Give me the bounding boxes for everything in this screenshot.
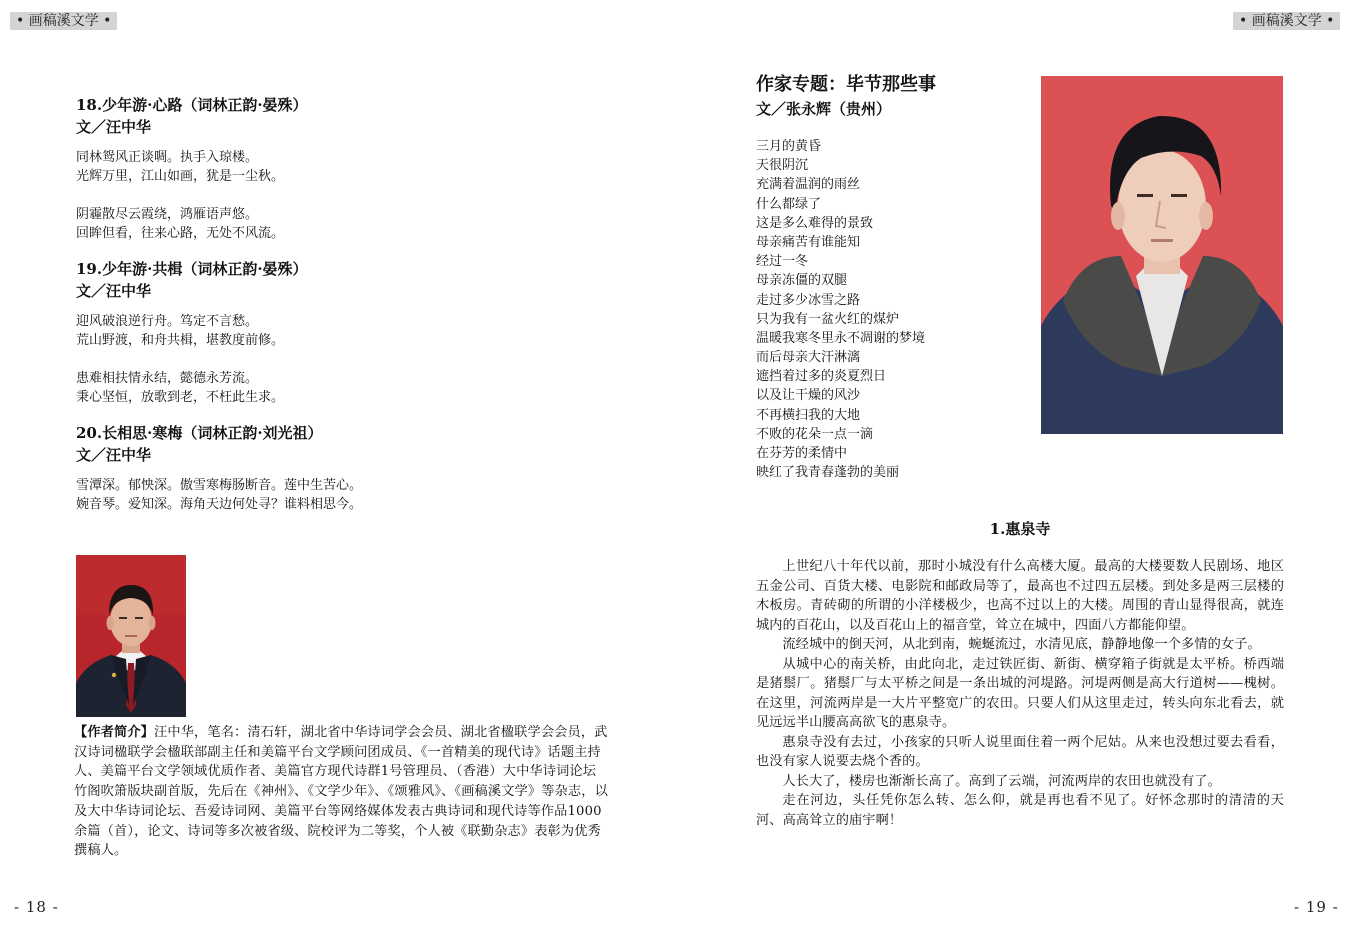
poem-line: 光辉万里，江山如画，犹是一尘秋。 <box>76 169 285 184</box>
poem-line: 充满着温润的雨丝 <box>756 177 861 193</box>
paragraph: 流经城中的倒天河，从北到南，蜿蜒流过，水清见底，静静地像一个多情的女子。 <box>782 637 1261 652</box>
poem-line: 天很阴沉 <box>756 158 809 174</box>
poem-line: 回眸但看，往来心路，无处不风流。 <box>76 226 285 241</box>
feature-author: 文／张永辉（贵州） <box>756 100 892 118</box>
poem-line: 什么都绿了 <box>756 196 822 212</box>
paragraph: 惠泉寺没有去过，小孩家的只听人说里面住着一两个尼姑。从来也没想过要去看看，也没有家人说要去烧个香的。 <box>756 734 1284 769</box>
feature-poem <box>756 137 1016 482</box>
magazine-tag-left: • 画稿溪文学 • <box>10 12 117 30</box>
page-number-right: - 19 - <box>1294 898 1339 916</box>
poem-author: 文／汪中华 <box>76 118 152 136</box>
feature-title: 作家专题：毕节那些事 <box>756 74 936 95</box>
magazine-tag-right: • 画稿溪文学 • <box>1233 12 1340 30</box>
poem-line: 母亲冻僵的双腿 <box>756 273 848 289</box>
paragraph: 走在河边，头任凭你怎么转、怎么仰，就是再也看不见了。好怀念那时的清清的天河、高高耸立的庙宇啊！ <box>756 793 1284 828</box>
poem-line: 不再横扫我的大地 <box>756 407 861 423</box>
poem-title: 18.少年游·心路（词林正韵·晏殊） <box>76 96 308 114</box>
author-bio <box>74 723 608 861</box>
paragraph: 上世纪八十年代以前，那时小城没有什么高楼大厦。最高的大楼要数人民剧场、地区五金公司、百货大楼、电影院和邮政局等了，最高也不过四五层楼。到处多是两三层楼的木板房。青砖砌的所谓的小洋楼极少，也高不过以上的大楼。周围的青山显得很高，就连城内的百花山，以及百花山上的福音堂，耸立在城中，四面八方都能仰望。 <box>756 559 1284 633</box>
poem-author: 文／汪中华 <box>76 282 152 300</box>
section-heading: 1.惠泉寺 <box>989 520 1051 538</box>
poem-line: 患难相扶情永结，懿德永芳流。 <box>76 371 259 386</box>
poem-line: 映红了我青春蓬勃的美丽 <box>756 465 900 481</box>
poem-author: 文／汪中华 <box>76 446 152 464</box>
poem-line: 而后母亲大汗淋漓 <box>756 350 861 366</box>
poem-line: 同林鸳风正谈啁。执手入琼楼。 <box>76 150 259 165</box>
poem-line: 不败的花朵一点一滴 <box>756 426 874 442</box>
poem-line: 在芬芳的柔情中 <box>756 446 848 461</box>
poem-line: 以及让干燥的风沙 <box>756 388 861 404</box>
author-photo-zhang <box>1041 76 1283 434</box>
poem-line: 温暖我寒冬里永不凋谢的梦境 <box>756 330 926 346</box>
poem-line: 只为我有一盆火红的煤炉 <box>756 311 900 327</box>
poem-title: 20.长相思·寒梅（词林正韵·刘光祖） <box>76 424 323 442</box>
poem-block <box>76 422 611 514</box>
poem-line: 婉音琴。爱知深。海角天边何处寻？谁料相思今。 <box>76 497 363 512</box>
poem-line: 走过多少冰雪之路 <box>756 292 861 308</box>
poem-line: 雪潭深。郁怏深。傲雪寒梅肠断音。莲中生苦心。 <box>76 478 363 493</box>
author-photo-wang <box>76 555 186 717</box>
poem-line: 遮挡着过多的炎夏烈日 <box>756 369 887 385</box>
poem-line: 母亲痛苦有谁能知 <box>756 234 861 250</box>
poem-line: 迎风破浪逆行舟。笃定不言愁。 <box>76 314 259 329</box>
bio-label: 【作者简介】 <box>74 725 155 740</box>
poem-line: 经过一冬 <box>756 254 809 270</box>
poem-line: 三月的黄昏 <box>756 139 822 154</box>
poem-block <box>76 94 611 243</box>
poem-title: 19.少年游·共楫（词林正韵·晏殊） <box>76 260 308 278</box>
poem-line: 阴霾散尽云霞绕，鸿雁语声悠。 <box>76 207 259 222</box>
poem-block <box>76 258 611 407</box>
bio-text: 汪中华，笔名：清石轩，湖北省中华诗词学会会员、湖北省楹联学会会员，武汉诗词楹联学会楹联部副主任和美篇平台文学顾问团成员、《一首精美的现代诗》话题主持人、美篇平台文学领域优质作者、美篇官方现代诗群1号管理员、（香港）大中华诗词论坛竹阁吹箫版块副首版，先后在《神州》、《文学少年》、《颂雅风》、《画稿溪文学》等杂志，以及大中华诗词论坛、吾爱诗词网、美篇平台等网络媒体发表古典诗词和现代诗等作品1000余篇（首），论文、诗词等多次被省级、院校评为二等奖，个人被《联勤杂志》表彰为优秀撰稿人。 <box>74 725 608 859</box>
paragraph: 人长大了，楼房也渐渐长高了。高到了云端，河流两岸的农田也就没有了。 <box>782 773 1221 789</box>
poem-line: 秉心坚恒，放歌到老，不枉此生求。 <box>76 390 285 405</box>
poem-line: 这是多么难得的景致 <box>756 215 874 231</box>
poem-line: 荒山野渡，和舟共楫，堪教度前修。 <box>76 333 285 348</box>
article-body <box>756 557 1284 830</box>
page-number-left: - 18 - <box>14 898 59 916</box>
left-page-poems <box>76 94 611 514</box>
paragraph: 从城中心的南关桥，由此向北，走过铁匠街、新街、横穿箱子街就是太平桥。桥西端是猪鬃厂。猪鬃厂与太平桥之间是一条出城的河堤路。河堤两侧是高大行道树——槐树。在这里，河流两岸是一大片平整宽广的农田。只要人们从这里走过，转头向东北看去，就见远远半山腰高高欲飞的惠泉寺。 <box>756 656 1284 730</box>
